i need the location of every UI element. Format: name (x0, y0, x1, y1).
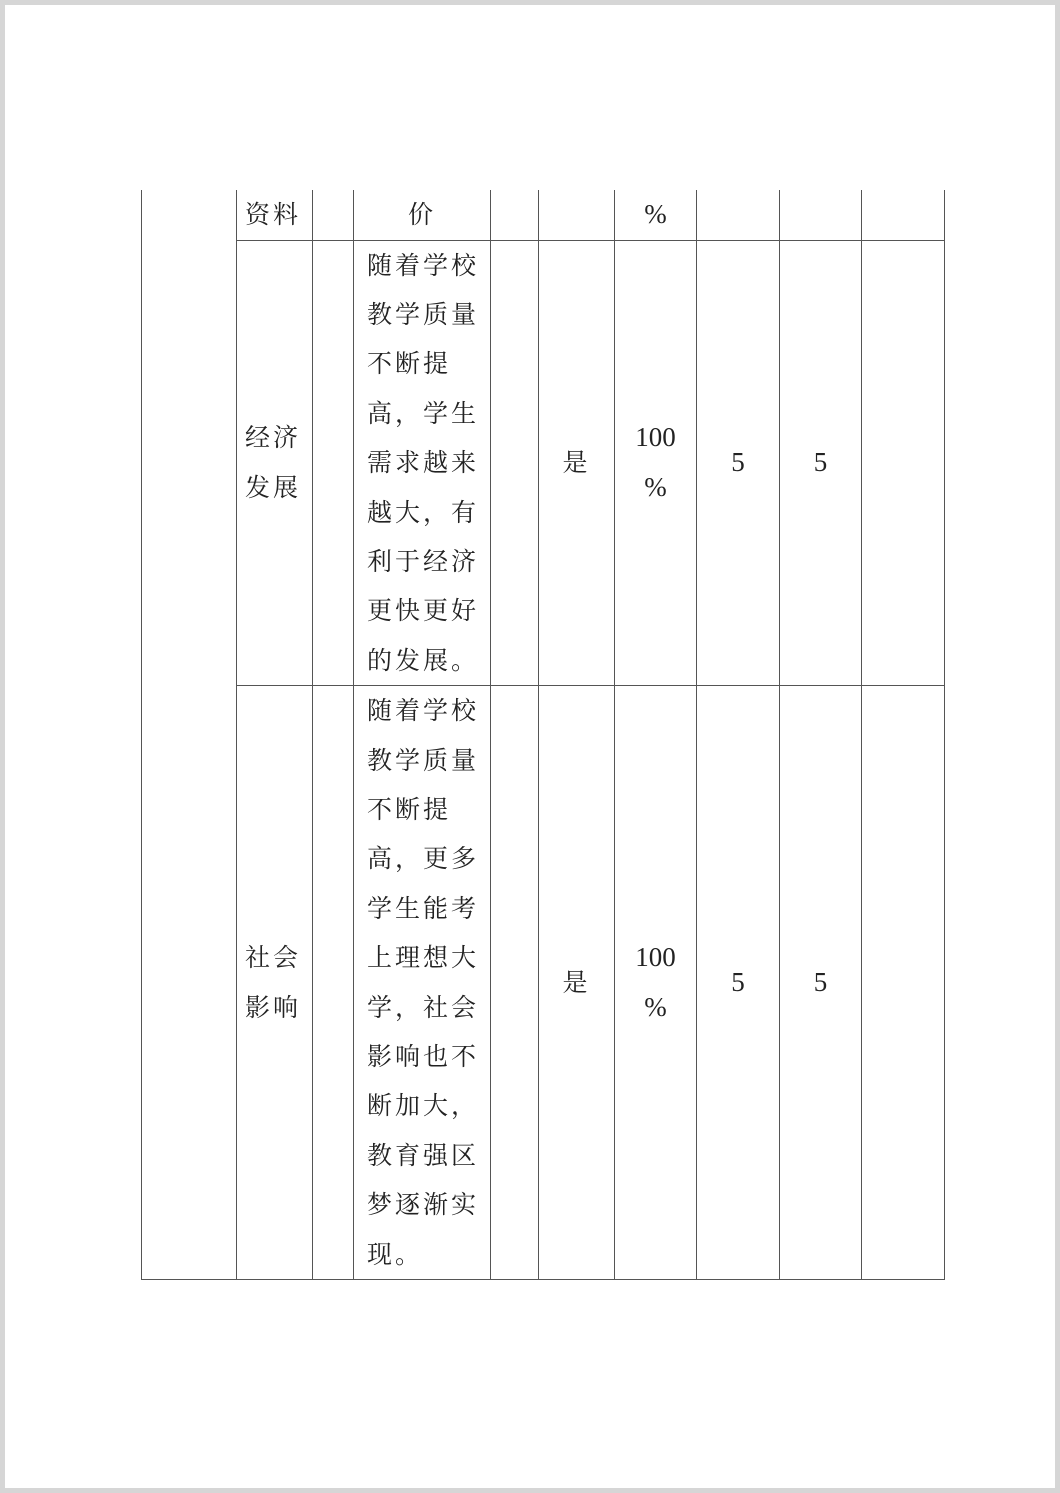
percent-value: 100 % (635, 942, 676, 1022)
score-value: 5 (731, 966, 745, 997)
cell-percent (615, 240, 697, 686)
description-text: 随着学校 教学质量 不断提 高，学生 需求越来 越大，有 利于经济 更快更好 的发展。 (367, 250, 480, 675)
cell-score-b (780, 240, 862, 686)
cell-achieved (539, 686, 615, 1280)
cell-percent (615, 190, 697, 240)
score-value: 5 (813, 966, 828, 997)
cell-empty (862, 686, 945, 1280)
cell-empty (313, 686, 354, 1280)
cell-empty (313, 190, 354, 240)
cell-score-b (780, 686, 862, 1280)
merged-left-cell (142, 190, 237, 1280)
score-value: 5 (731, 447, 745, 478)
achieved-value: 是 (562, 448, 591, 478)
cell-category (237, 240, 313, 686)
cell-score-a (697, 686, 780, 1280)
category-label: 社会 影响 (245, 943, 302, 1022)
table-row-economic-development (142, 240, 945, 686)
cell-category (237, 190, 313, 240)
cell-empty (491, 686, 539, 1280)
achieved-value: 是 (562, 967, 591, 997)
category-label: 经济 发展 (245, 423, 302, 502)
cell-description (354, 686, 491, 1280)
table-row-continued-header (142, 190, 945, 240)
cell-score-a (697, 240, 780, 686)
description-text: 随着学校 教学质量 不断提 高，更多 学生能考 上理想大 学，社会 影响也不 断加大， 教育强区 梦逐渐实 现。 (367, 696, 480, 1269)
cell-achieved (539, 240, 615, 686)
cell-empty (491, 240, 539, 686)
cell-description (354, 190, 491, 240)
cell-achieved (539, 190, 615, 240)
cell-empty (491, 190, 539, 240)
cell-category (237, 686, 313, 1280)
table-row-social-impact (142, 686, 945, 1280)
cell-percent (615, 686, 697, 1280)
description-text: 价 (407, 200, 436, 230)
cell-empty (862, 190, 945, 240)
cell-empty (313, 240, 354, 686)
evaluation-table (141, 190, 945, 1280)
cell-score-a (697, 190, 780, 240)
score-value: 5 (813, 447, 828, 478)
percent-value: % (644, 199, 667, 230)
document-page (5, 5, 1055, 1488)
cell-empty (862, 240, 945, 686)
cell-description (354, 240, 491, 686)
cell-score-b (780, 190, 862, 240)
category-label: 资料 (245, 200, 302, 230)
percent-value: 100 % (635, 422, 676, 502)
